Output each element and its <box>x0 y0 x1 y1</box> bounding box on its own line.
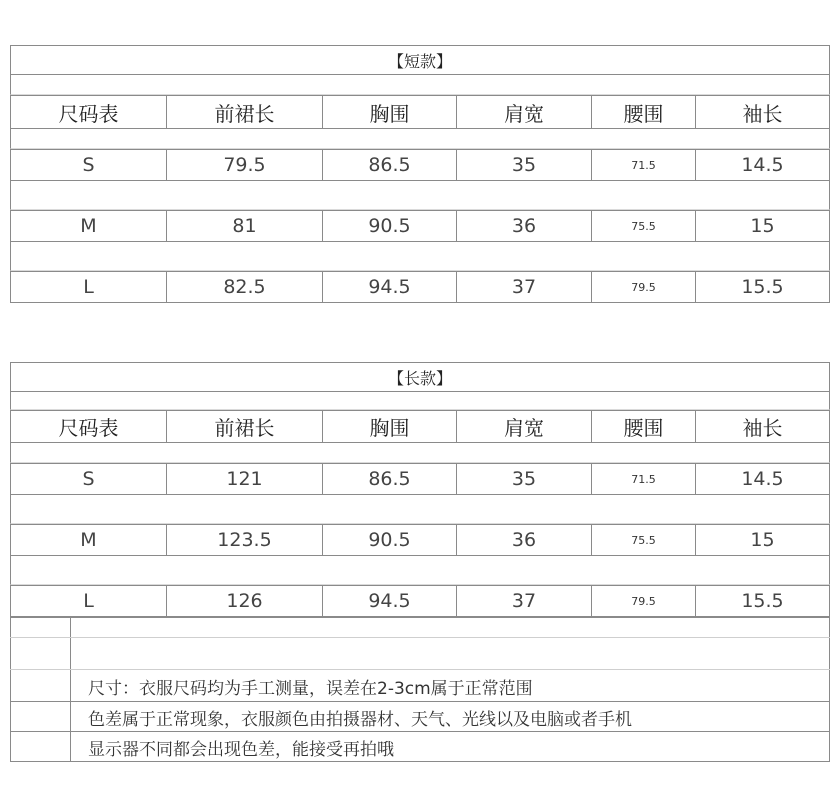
note-line-display: 显示器不同都会出现色差，能接受再拍哦 <box>88 740 394 760</box>
value-cell: 37 <box>456 272 591 302</box>
value-cell: 81 <box>166 211 322 241</box>
header-row <box>10 95 830 129</box>
value-cell: 75.5 <box>591 211 695 241</box>
value-cell: 94.5 <box>322 272 456 302</box>
table-row <box>10 463 830 495</box>
value-cell: 123.5 <box>166 525 322 555</box>
header-cell: 胸围 <box>322 411 456 442</box>
value-cell: 79.5 <box>166 150 322 180</box>
spacer-row <box>10 75 830 95</box>
spacer-row <box>10 242 830 271</box>
header-cell: 袖长 <box>695 411 829 442</box>
notes-rule <box>10 731 830 732</box>
size-cell: M <box>80 529 97 551</box>
value-cell: 79.5 <box>591 272 695 302</box>
value-cell: 79.5 <box>591 586 695 616</box>
table-row <box>10 210 830 242</box>
header-cell: 尺码表 <box>58 416 119 440</box>
header-cell: 胸围 <box>322 96 456 128</box>
table-row <box>10 585 830 617</box>
value-cell: 94.5 <box>322 586 456 616</box>
header-cell: 肩宽 <box>456 411 591 442</box>
size-cell: L <box>83 276 94 298</box>
value-cell: 86.5 <box>322 464 456 494</box>
spacer-row <box>10 181 830 210</box>
notes-rule <box>10 637 830 638</box>
notes-section <box>10 617 830 762</box>
value-cell: 36 <box>456 211 591 241</box>
header-cell: 肩宽 <box>456 96 591 128</box>
header-cell: 前裙长 <box>166 96 322 128</box>
value-cell: 37 <box>456 586 591 616</box>
value-cell: 82.5 <box>166 272 322 302</box>
value-cell: 15.5 <box>695 586 829 616</box>
table-row <box>10 149 830 181</box>
value-cell: 35 <box>456 464 591 494</box>
value-cell: 15.5 <box>695 272 829 302</box>
table-row <box>10 524 830 556</box>
header-cell: 袖长 <box>695 96 829 128</box>
size-cell: L <box>83 590 94 612</box>
table-row <box>10 271 830 303</box>
spacer-row <box>10 556 830 585</box>
value-cell: 121 <box>166 464 322 494</box>
table-title <box>10 362 830 392</box>
value-cell: 14.5 <box>695 150 829 180</box>
header-cell: 尺码表 <box>58 101 119 126</box>
value-cell: 14.5 <box>695 464 829 494</box>
header-cell: 前裙长 <box>166 411 322 442</box>
spacer-row <box>10 495 830 524</box>
notes-rule <box>10 701 830 702</box>
note-line-measurement: 尺寸：衣服尺码均为手工测量，误差在2-3cm属于正常范围 <box>88 679 533 699</box>
spacer-row <box>10 443 830 463</box>
value-cell: 71.5 <box>591 150 695 180</box>
table-title <box>10 45 830 75</box>
header-cell: 腰围 <box>591 411 695 442</box>
header-row <box>10 410 830 443</box>
value-cell: 36 <box>456 525 591 555</box>
spacer-row <box>10 392 830 410</box>
header-cell: 腰围 <box>591 96 695 128</box>
value-cell: 90.5 <box>322 211 456 241</box>
value-cell: 15 <box>695 211 829 241</box>
note-line-color: 色差属于正常现象，衣服颜色由拍摄器材、天气、光线以及电脑或者手机 <box>88 710 632 730</box>
long-table-title: 【长款】 <box>387 368 452 388</box>
short-table-title: 【短款】 <box>387 51 452 71</box>
notes-rule <box>10 669 830 670</box>
spacer-row <box>10 129 830 149</box>
value-cell: 75.5 <box>591 525 695 555</box>
size-cell: S <box>82 154 95 176</box>
notes-divider <box>70 617 71 762</box>
value-cell: 15 <box>695 525 829 555</box>
value-cell: 90.5 <box>322 525 456 555</box>
value-cell: 86.5 <box>322 150 456 180</box>
value-cell: 126 <box>166 586 322 616</box>
value-cell: 35 <box>456 150 591 180</box>
size-cell: M <box>80 215 97 237</box>
value-cell: 71.5 <box>591 464 695 494</box>
size-cell: S <box>82 468 95 490</box>
